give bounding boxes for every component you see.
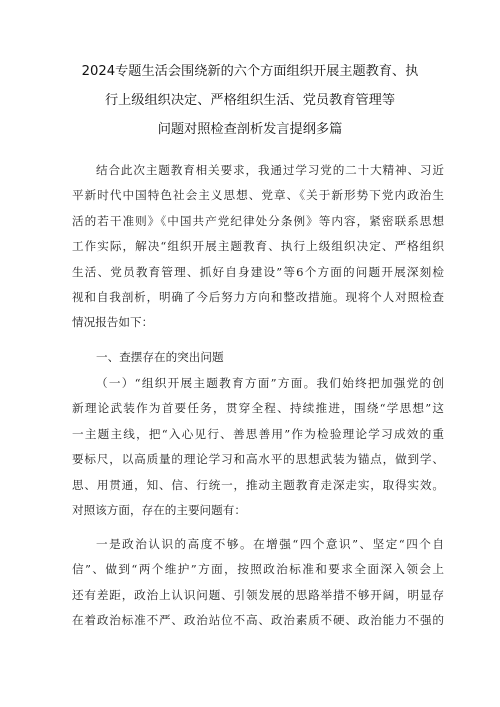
text-line: 情况报告如下： xyxy=(72,315,154,330)
text-line: （一）“组织开展主题教育方面”方面。我们始终把加强党的创 xyxy=(96,376,444,390)
text-line: 平新时代中国特色社会主义思想、党章、《关于新形势下党内政治生 xyxy=(72,188,444,203)
document-title-line-1: 2024专题生活会围绕新的六个方面组织开展主题教育、执 xyxy=(81,64,419,79)
document-title-line-2: 行上级组织决定、严格组织生活、党员教育管理等 xyxy=(104,93,396,108)
text-line: 思、用贯通，知、信、行统一，推动主题教育走深走实，取得实效。 xyxy=(72,477,444,492)
text-line: 要标尺，以高质量的理论学习和高水平的思想武装为锚点，做到学、 xyxy=(72,452,444,467)
heading-text: 一、查摆存在的突出问题 xyxy=(96,350,224,364)
text-line: 新理论武装作为首要任务，贯穿全程、持续推进，围绕“学思想”这 xyxy=(72,401,444,416)
text-line: 一是政治认识的高度不够。在增强“四个意识”、坚定“四个自 xyxy=(96,537,444,551)
text-line: 在着政治标准不严、政治站位不高、政治素质不硬、政治能力不强的 xyxy=(72,613,444,628)
intro-paragraph xyxy=(72,158,444,336)
document-title-line-3: 问题对照检查剖析发言提纲多篇 xyxy=(157,122,343,137)
text-line: 一主题主线，把“入心见行、善思善用”作为检验理论学习成效的重 xyxy=(72,426,444,441)
text-line: 还有差距，政治上认识问题、引领发展的思路举措不够开阔，明显存 xyxy=(72,587,444,602)
section-1-paragraph xyxy=(72,371,444,523)
text-line: 对照该方面，存在的主要问题有： xyxy=(72,502,246,517)
text-line: 视和自我剖析，明确了今后努力方向和整改措施。现将个人对照检查 xyxy=(72,289,444,304)
text-line: 信”、做到“两个维护”方面，按照政治标准和要求全面深入领会上 xyxy=(72,562,444,577)
text-line: 活的若干准则》《中国共产党纪律处分条例》等内容，紧密联系思想 xyxy=(72,213,444,228)
text-line: 工作实际，解决“组织开展主题教育、执行上级组织决定、严格组织 xyxy=(72,239,444,254)
section-heading xyxy=(72,345,444,370)
section-1-item-paragraph xyxy=(72,532,444,634)
text-line: 结合此次主题教育相关要求，我通过学习党的二十大精神、习近 xyxy=(96,163,444,177)
text-line: 生活、党员教育管理、抓好自身建设”等6个方面的问题开展深刻检 xyxy=(72,264,444,279)
